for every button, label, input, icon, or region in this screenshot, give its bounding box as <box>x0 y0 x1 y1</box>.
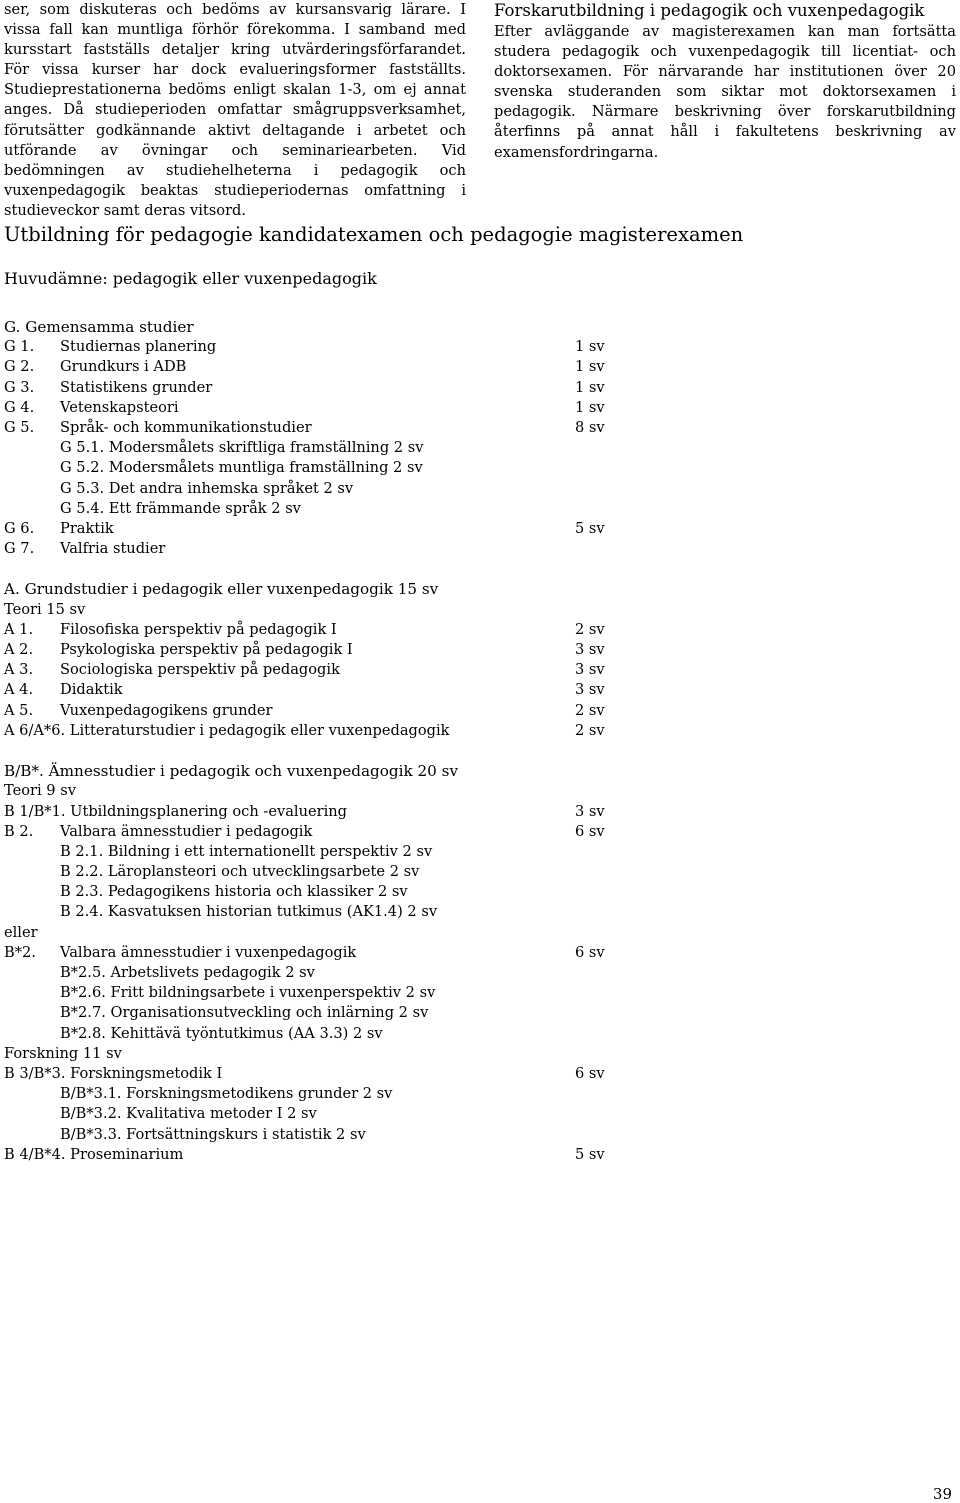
course-row: A 3. Sociologiska perspektiv på pedagogik 3 sv <box>4 661 605 679</box>
course-row: A 4. Didaktik 3 sv <box>4 681 605 699</box>
sub-course-row: B*2.6. Fritt bildningsarbete i vuxenperspektiv 2 sv <box>60 984 436 1002</box>
sub-course-row: B 2.2. Läroplansteori och utvecklingsarbete 2 sv <box>60 863 420 881</box>
page-number: 39 <box>932 1485 952 1503</box>
sub-course-row: B*2.5. Arbetslivets pedagogik 2 sv <box>60 964 315 981</box>
section-gap <box>4 741 644 761</box>
course-row: G 2. Grundkurs i ADB 1 sv <box>4 358 605 376</box>
course-row: A 6/A*6. Litteraturstudier i pedagogik eller vuxenpedagogik 2 sv <box>4 721 605 739</box>
research-education-heading: Forskarutbildning i pedagogik och vuxenpedagogik <box>494 1 925 20</box>
sub-course-row: B/B*3.1. Forskningsmetodikens grunder 2 sv <box>60 1085 393 1103</box>
sub-course-row: G 5.4. Ett främmande språk 2 sv <box>60 499 301 517</box>
course-row: B 4/B*4. Proseminarium 5 sv <box>4 1145 605 1163</box>
course-row: A 5. Vuxenpedagogikens grunder 2 sv <box>4 701 605 719</box>
or-label: eller <box>4 923 38 941</box>
left-column <box>4 0 466 221</box>
course-row: G 4. Vetenskapsteori 1 sv <box>4 398 605 416</box>
assessment-paragraph: ser, som diskuteras och bedöms av kursansvarig lärare. I vissa fall kan muntliga förhör förekomma. I samband med kursstart fastställs detaljer kring utvärderingsförfarandet. För vissa kurser har dock evalueringsformer fastställts. Studieprestationerna bedöms enligt skalan 1-3, om ej annat anges. Då studieperioden omfattar smågruppsverksamhet, förutsätter godkännande aktivt deltagande i arbetet och utförande av övningar och seminariearbeten. Vid bedömningen av studiehelheterna i pedagogik och vuxenpedagogik beaktas studieperiodernas omfattning i studieveckor samt deras vitsord. <box>4 1 466 219</box>
course-row: G 6. Praktik 5 sv <box>4 519 605 537</box>
course-row: B*2. Valbara ämnesstudier i vuxenpedagogik 6 sv <box>4 943 605 961</box>
course-row: B 2. Valbara ämnesstudier i pedagogik 6 sv <box>4 822 605 840</box>
sub-course-row: B*2.7. Organisationsutveckling och inlärning 2 sv <box>60 1004 429 1022</box>
sub-course-row: B*2.8. Kehittävä työntutkimus (AA 3.3) 2 sv <box>60 1024 383 1042</box>
sub-course-row: G 5.2. Modersmålets muntliga framställning 2 sv <box>60 459 423 477</box>
course-row: G 5. Språk- och kommunikationstudier 8 sv <box>4 418 605 436</box>
main-subject-subtitle: Huvudämne: pedagogik eller vuxenpedagogik <box>4 269 377 288</box>
course-row: G 1. Studiernas planering 1 sv <box>4 338 605 356</box>
sub-course-row: B 2.4. Kasvatuksen historian tutkimus (AK1.4) 2 sv <box>60 903 438 921</box>
course-row: A 2. Psykologiska perspektiv på pedagogik I 3 sv <box>4 641 605 658</box>
right-column <box>494 0 956 163</box>
sub-course-row: B 2.1. Bildning i ett internationellt perspektiv 2 sv <box>60 842 433 860</box>
course-row: G 7. Valfria studier <box>4 540 166 558</box>
sub-course-row: B/B*3.2. Kvalitativa metoder I 2 sv <box>60 1105 317 1123</box>
course-row: G 3. Statistikens grunder 1 sv <box>4 378 605 396</box>
course-row: A 1. Filosofiska perspektiv på pedagogik I 2 sv <box>4 620 605 638</box>
section-gap <box>4 559 644 579</box>
course-row: B 3/B*3. Forskningsmetodik I 6 sv <box>4 1064 605 1082</box>
sub-course-row: G 5.3. Det andra inhemska språket 2 sv <box>60 479 354 497</box>
research-education-paragraph: Efter avläggande av magisterexamen kan man fortsätta studera pedagogik och vuxenpedagogik till licentiat- och doktorsexamen. För närvarande har institutionen över 20 svenska studeranden som siktar mot doktorsexamen i pedagogik. Närmare beskrivning över forskarutbildning återfinns på annat håll i fakultetens beskrivning av examensfordringarna. <box>494 23 956 161</box>
section-g-heading: G. Gemensamma studier <box>4 318 194 336</box>
course-list <box>4 317 644 1165</box>
section-b-heading: B/B*. Ämnesstudier i pedagogik och vuxenpedagogik 20 sv <box>4 762 459 781</box>
section-a-heading: A. Grundstudier i pedagogik eller vuxenpedagogik 15 sv <box>4 580 439 599</box>
sub-course-row: B/B*3.3. Fortsättningskurs i statistik 2 sv <box>60 1125 366 1143</box>
research-label: Forskning 11 sv <box>4 1044 122 1062</box>
theory-label: Teori 9 sv <box>4 782 76 800</box>
theory-label: Teori 15 sv <box>4 600 86 618</box>
sub-course-row: B 2.3. Pedagogikens historia och klassiker 2 sv <box>60 883 408 901</box>
sub-course-row: G 5.1. Modersmålets skriftliga framställning 2 sv <box>60 439 424 457</box>
course-row: B 1/B*1. Utbildningsplanering och -evaluering 3 sv <box>4 802 605 820</box>
page-title: Utbildning för pedagogie kandidatexamen och pedagogie magisterexamen <box>4 223 744 246</box>
